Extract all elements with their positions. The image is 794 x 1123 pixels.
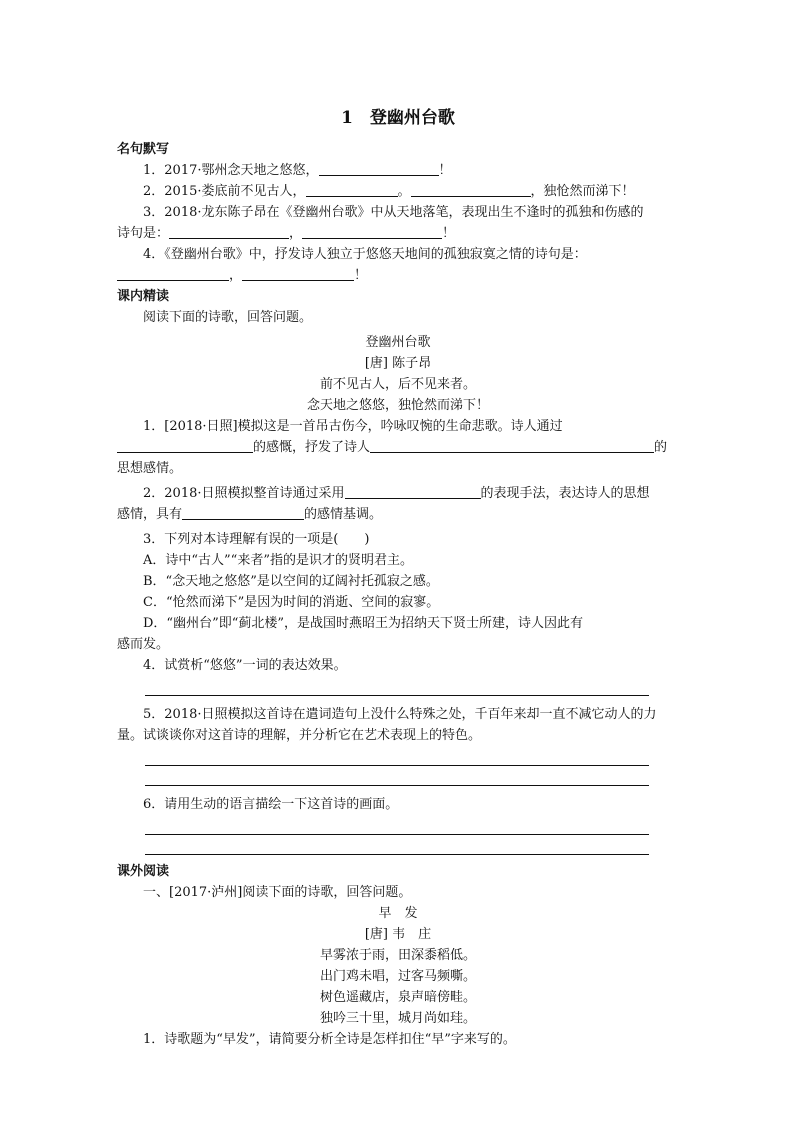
answer-line[interactable] [145,835,649,855]
reading-question-6: 6．请用生动的语言描绘一下这首诗的画面。 [143,797,399,812]
question-4: 4．《登幽州台歌》中，抒发诗人独立于悠悠天地间的孤独寂寞之情的诗句是： [143,247,587,262]
answer-blank[interactable] [319,160,439,176]
poem-author: [唐] 韦 庄 [364,927,432,942]
option-c[interactable]: C．“怆然而涕下”是因为时间的消逝、空间的寂寥。 [143,595,440,610]
poem-line: 独吟三十里，城月尚如珪。 [319,1011,476,1026]
question-3-cont: 诗句是： ， ！ [117,223,679,244]
answer-blank[interactable] [370,437,654,453]
answer-line[interactable] [145,676,649,696]
question-1: 1．2017·鄂州念天地之悠悠， ！ [117,160,679,181]
poem-title: 登幽州台歌 [365,335,431,350]
answer-blank[interactable] [302,223,442,239]
question-2: 2．2015·娄底前不见古人， 。 ，独怆然而涕下！ [117,181,679,202]
answer-line[interactable] [145,746,649,766]
option-a[interactable]: A．诗中“古人”“来者”指的是识才的贤明君主。 [143,553,413,568]
reading-question-1: 1．[2018·日照]模拟这是一首吊古伤今，吟咏叹惋的生命悲歌。诗人通过 [143,419,563,434]
section-heading-recitation: 名句默写 [117,142,170,157]
answer-blank[interactable] [306,181,398,197]
answer-line[interactable] [145,766,649,786]
extra-reading-intro: 一、[2017·泸州]阅读下面的诗歌，回答问题。 [143,885,412,900]
extra-question-1: 1．诗歌题为“早发”，请简要分析全诗是怎样扣住“早”字来写的。 [143,1032,516,1047]
reading-question-2-cont: 感情，具有 的感情基调。 [117,504,679,525]
reading-question-1-cont: 的感慨，抒发了诗人 的 [117,437,679,458]
option-d-cont: 感而发。 [117,637,170,652]
answer-blank[interactable] [169,223,289,239]
answer-blank[interactable] [117,437,253,453]
poem-author: [唐] 陈子昂 [364,356,432,371]
reading-intro: 阅读下面的诗歌，回答问题。 [143,310,313,325]
poem-line: 前不见古人，后不见来者。 [319,377,476,392]
answer-blank[interactable] [345,483,481,499]
section-heading-extra-reading: 课外阅读 [117,864,170,879]
option-d[interactable]: D．“幽州台”即“蓟北楼”，是战国时燕昭王为招纳天下贤士所建，诗人因此有 [143,616,584,631]
question-3: 3．2018·龙东陈子昂在《登幽州台歌》中从天地落笔，表现出生不逢时的孤独和伤感的 [143,205,644,220]
reading-question-2: 2．2018·日照模拟整首诗通过采用 的表现手法，表达诗人的思想 [117,483,679,504]
poem-line: 早雾浓于雨，田深黍稻低。 [319,948,476,963]
answer-blank[interactable] [182,504,304,520]
answer-blank[interactable] [411,181,531,197]
worksheet-page [117,105,679,1050]
answer-blank[interactable] [242,265,354,281]
option-b[interactable]: B．“念天地之悠悠”是以空间的辽阔衬托孤寂之感。 [143,574,439,589]
answer-line[interactable] [145,815,649,835]
section-heading-close-reading: 课内精读 [117,289,170,304]
reading-question-1-end: 思想感情。 [117,461,183,476]
poem-line: 念天地之悠悠，独怆然而涕下！ [306,398,489,413]
reading-question-4: 4．试赏析“悠悠”一词的表达效果。 [143,658,347,673]
poem-title: 早 发 [378,906,418,921]
poem-line: 出门鸡未唱，过客马频嘶。 [319,969,476,984]
poem-line: 树色遥藏店，泉声暗傍畦。 [319,990,476,1005]
reading-question-3: 3．下列对本诗理解有误的一项是( ) [143,532,370,547]
question-4-cont: ， ！ [117,265,679,286]
reading-question-5: 5．2018·日照模拟这首诗在遣词造句上没什么特殊之处，千百年来却一直不减它动人的力量。试谈谈你对这首诗的理解，并分析它在艺术表现上的特色。 [117,707,657,743]
answer-blank[interactable] [117,265,229,281]
page-title: 1 登幽州台歌 [341,108,455,128]
